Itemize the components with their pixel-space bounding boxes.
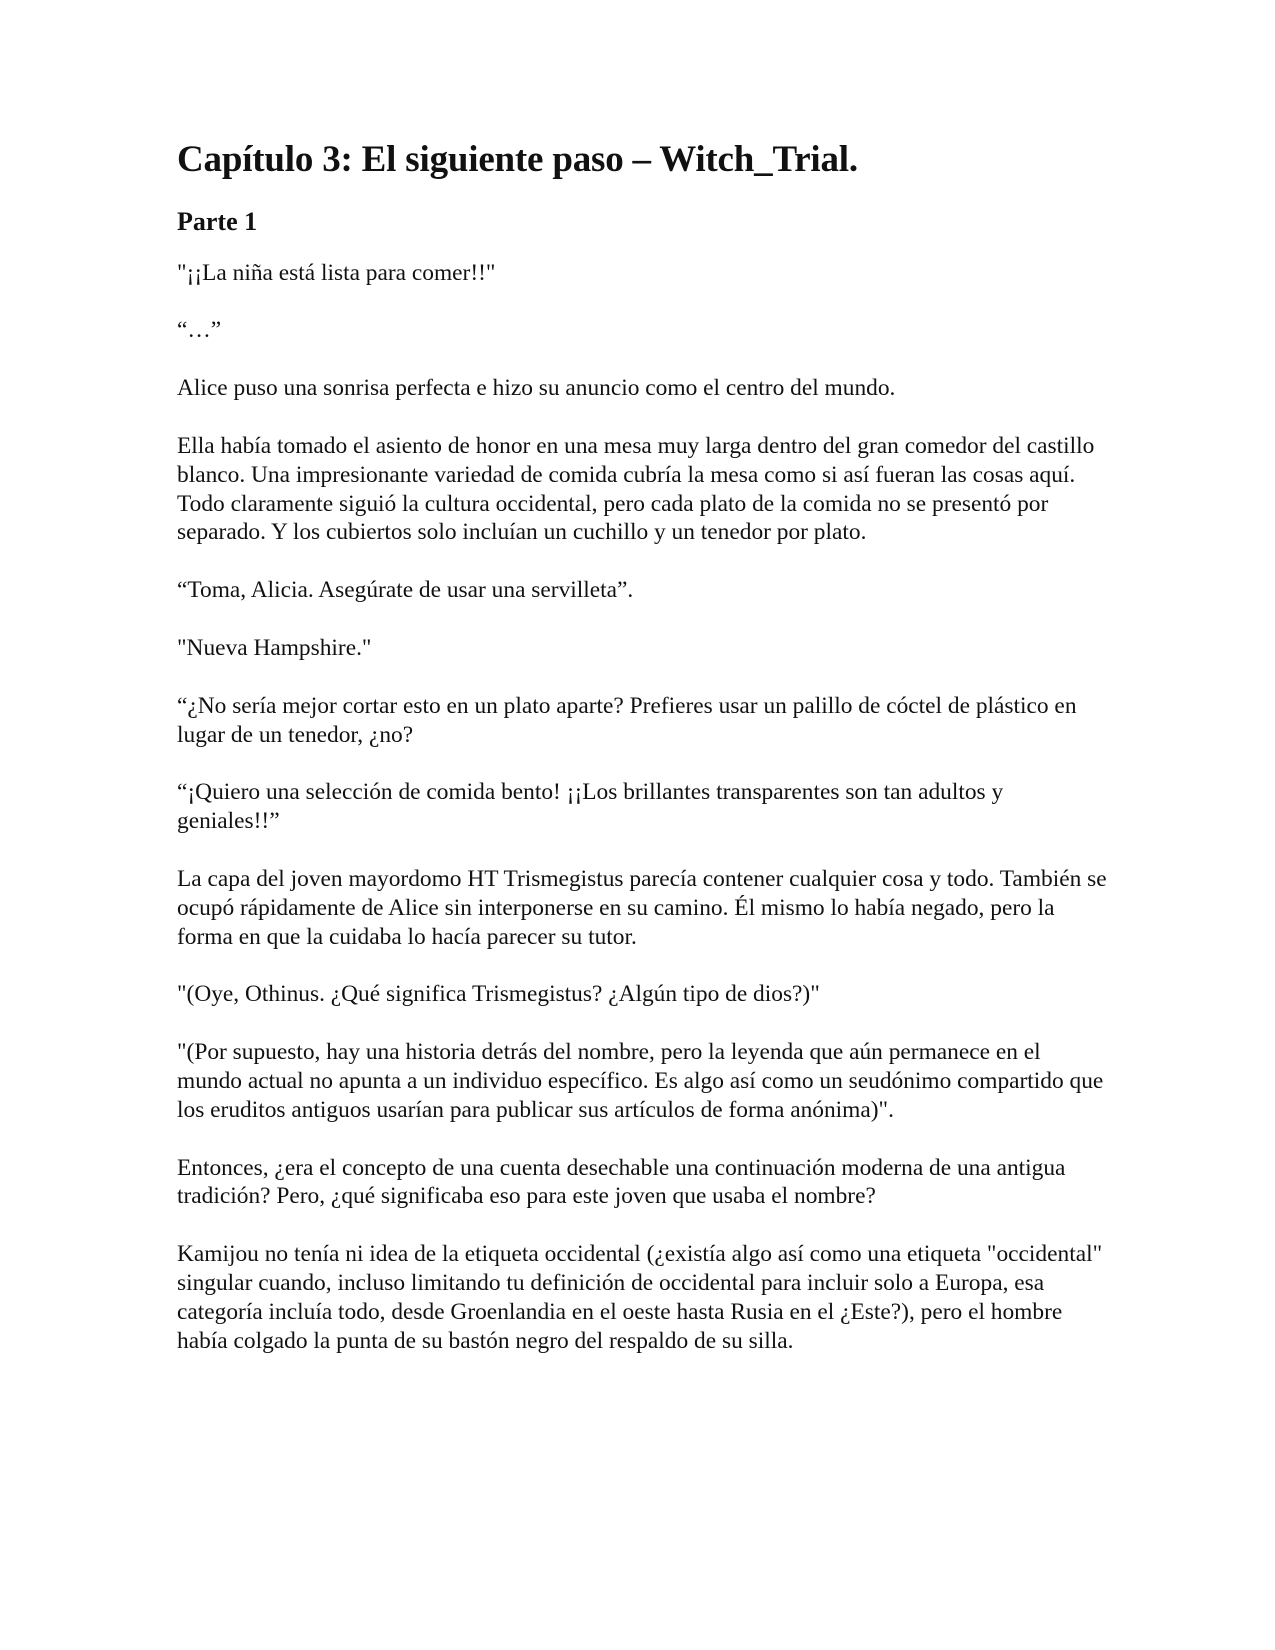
part-heading: Parte 1 [177,207,258,237]
paragraph-ellipsis: “…” [177,317,222,344]
document-page [177,138,1107,1384]
paragraph-narration-4: Entonces, ¿era el concepto de una cuenta desechable una continuación moderna de una antigua tradición? Pero, ¿qué significaba eso para este joven que usaba el nombre? [177,1154,1066,1210]
paragraph-narration-1: Alice puso una sonrisa perfecta e hizo su anuncio como el centro del mundo. [177,375,896,402]
chapter-title: Capítulo 3: El siguiente paso – Witch_Trial. [177,139,858,180]
paragraph-dialogue-7: "(Por supuesto, hay una historia detrás del nombre, pero la leyenda que aún permanece en el mundo actual no apunta a un individuo específico. Es algo así como un seudónimo compartido que los eruditos antiguos usarían para publicar sus artículos de forma anónima)". [177,1039,1104,1123]
paragraph-narration-5: Kamijou no tenía ni idea de la etiqueta occidental (¿existía algo así como una etiqueta "occidental" singular cuando, incluso limitando tu definición de occidental para incluir solo a Europa, esa categoría incluía todo, desde Groenlandia en el oeste hasta Rusia en el ¿Este?), pero el hombre había colgado la punta de su bastón negro del respaldo de su silla. [177,1241,1103,1354]
paragraph-narration-2: Ella había tomado el asiento de honor en una mesa muy larga dentro del gran comedor del castillo blanco. Una impresionante variedad de comida cubría la mesa como si así fueran las cosas aquí. Todo claramente siguió la cultura occidental, pero cada plato de la comida no se presentó por separado. Y los cubiertos solo incluían un cuchillo y un tenedor por plato. [177,432,1095,546]
paragraph-narration-3: La capa del joven mayordomo HT Trismegistus parecía contener cualquier cosa y todo. También se ocupó rápidamente de Alice sin interponerse en su camino. Él mismo lo había negado, pero la forma en que la cuidaba lo hacía parecer su tutor. [177,865,1107,950]
paragraph-dialogue-3: "Nueva Hampshire." [177,634,372,661]
paragraph-dialogue-1: "¡¡La niña está lista para comer!!" [177,259,496,286]
paragraph-dialogue-4: “¿No sería mejor cortar esto en un plato aparte? Prefieres usar un palillo de cóctel de plástico en lugar de un tenedor, ¿no? [177,692,1077,748]
paragraph-dialogue-6: "(Oye, Othinus. ¿Qué significa Trismegistus? ¿Algún tipo de dios?)" [177,981,820,1008]
paragraph-dialogue-5: “¡Quiero una selección de comida bento! ¡¡Los brillantes transparentes son tan adultos y geniales!!” [177,779,1004,835]
paragraph-dialogue-2: “Toma, Alicia. Asegúrate de usar una servilleta”. [177,577,634,604]
